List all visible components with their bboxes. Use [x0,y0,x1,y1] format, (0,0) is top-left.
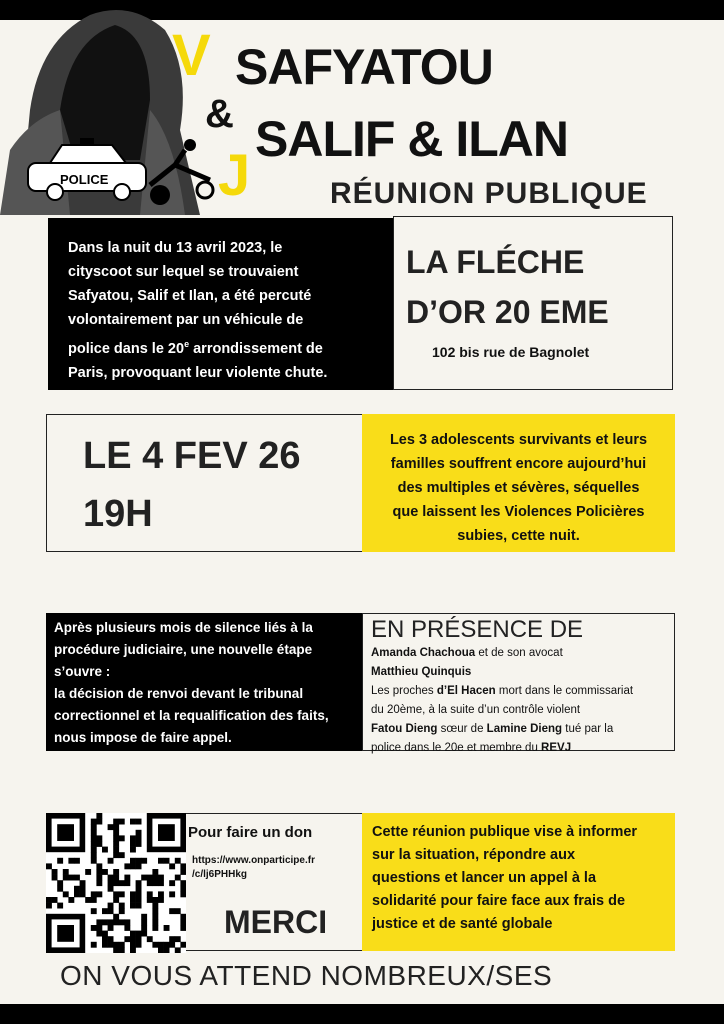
intro-line: Dans la nuit du 13 avril 2023, le [68,240,283,256]
speaker-line: Amanda Chachoua et de son avocat [371,647,563,659]
speaker-line: Fatou Dieng sœur de Lamine Dieng tué par la [371,723,614,735]
donation-label: Pour faire un don [188,824,313,841]
consequences-block [362,414,675,552]
intro-line: volontairement par un véhicule de [68,312,304,328]
speaker-line: du 20ème, à la suite d’un contrôle violent [371,704,581,716]
intro-line: police dans le 20e arrondissement de [68,339,323,357]
venue-name: LA FLÉCHE D’OR 20 EME [406,244,609,330]
purpose-line: sur la situation, répondre aux [372,847,576,863]
purpose-line: Cette réunion publique vise à informer [372,824,638,840]
venue-address: 102 bis rue de Bagnolet [432,344,590,360]
police-label: POLICE [60,172,109,187]
consequences-line: des multiples et sévères, séquelles [397,480,640,496]
intro-block [48,218,393,390]
purpose-line: solidarité pour faire face aux frais de [372,893,626,909]
appeal-line: procédure judiciaire, une nouvelle étape [54,642,313,657]
consequences-line: familles souffrent encore aujourd’hui [390,456,647,472]
title-line-1: SAFYATOU [235,39,493,95]
presence-box [362,613,675,754]
speaker-line: police dans le 20e et membre du REVJ [371,742,572,754]
intro-line: Paris, provoquant leur violente chute. [68,364,328,381]
venue-box [393,216,673,390]
thanks-text: MERCI [224,904,328,940]
donation-link[interactable]: https://www.onparticipe.fr /c/lj6PHHkg [192,855,315,880]
donation-qr-code[interactable] [46,813,186,953]
purpose-line: justice et de santé globale [372,916,553,932]
event-date: LE 4 FEV 26 [83,435,301,477]
speaker-line: Les proches d’El Hacen mort dans le commissariat [371,685,634,697]
title-ampersand: & [205,92,234,136]
intro-line: Safyatou, Salif et Ilan, a été percuté [68,288,312,304]
bottom-bar [0,1004,724,1024]
presence-heading: EN PRÉSENCE DE [371,616,584,643]
consequences-line: Les 3 adolescents survivants et leurs [389,432,648,448]
purpose-block [362,813,675,951]
consequences-line: que laissent les Violences Policières [392,504,645,520]
footer-callout: ON VOUS ATTEND NOMBREUX/SES [60,960,553,991]
logo-letter-v: V [172,23,211,88]
appeal-line: s’ouvre : [54,664,111,679]
appeal-line: correctionnel et la requalification des faits, [54,708,329,723]
appeal-line: nous impose de faire appel. [54,730,232,745]
speaker-line: Matthieu Quinquis [371,666,472,678]
consequences-line: subies, cette nuit. [457,528,580,544]
event-time: 19H [83,493,153,535]
intro-line: cityscoot sur lequel se trouvaient [68,264,299,280]
appeal-line: Après plusieurs mois de silence liés à la [54,620,313,635]
appeal-block [46,613,364,751]
logo-letter-j: J [218,143,251,208]
purpose-line: questions et lancer un appel à la [372,870,597,886]
title-line-2: SALIF & ILAN [255,111,568,167]
date-box [46,414,364,552]
donation-box [186,813,364,951]
page-subtitle: RÉUNION PUBLIQUE [330,177,648,210]
appeal-line: la décision de renvoi devant le tribunal [54,686,304,701]
